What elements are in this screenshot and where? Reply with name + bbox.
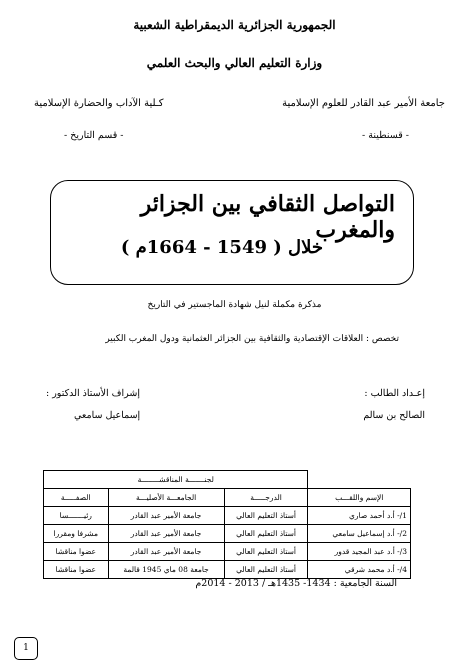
committee-table (43, 470, 411, 579)
ministry-heading: وزارة التعليم العالي والبحث العلمي (146, 56, 323, 70)
table-row (44, 525, 411, 543)
academic-year: السنة الجامعية : 1434- 1435هـ / 2013 - 2014م (195, 578, 397, 589)
committee-header-row (44, 489, 411, 507)
table-row (44, 543, 411, 561)
department-name: - قسم التاريخ - (64, 130, 124, 141)
column-header: الصفـــــة (44, 489, 109, 507)
member-rank: أستاذ التعليم العالي (224, 525, 308, 543)
member-name: 1/- أ.د أحمد صاري (308, 507, 411, 525)
member-name: 3/- أ.د عبد المجيد قدور (308, 543, 411, 561)
member-rank: أستاذ التعليم العالي (224, 543, 308, 561)
preparation-label: إعـداد الطالب : (364, 388, 425, 399)
member-role: عضوا مناقشا (44, 561, 109, 579)
member-university: جامعة الأمير عبد القادر (108, 507, 224, 525)
supervisor-name: إسماعيل سامعي (74, 410, 141, 421)
member-university: جامعة الأمير عبد القادر (108, 525, 224, 543)
memoir-statement: مذكرة مكملة لنيل شهادة الماجستير في التاريخ (147, 300, 322, 310)
student-name: الصالح بن سالم (363, 410, 425, 421)
page-number: 1 (14, 637, 38, 660)
committee-caption: لجنـــــــة المناقشــــــــة (44, 471, 308, 489)
column-header: الجامعـــة الأصليـــة (108, 489, 224, 507)
member-role: رئيـــــــسا (44, 507, 109, 525)
member-university: جامعة 08 ماي 1945 قالمة (108, 561, 224, 579)
member-rank: أستاذ التعليم العالي (224, 507, 308, 525)
thesis-period: خلال ( 1549 - 1664م ) (120, 237, 323, 258)
member-role: عضوا مناقشا (44, 543, 109, 561)
table-row (44, 561, 411, 579)
city-name: - قسنطينة - (362, 130, 409, 141)
specialty-statement: تخصص : العلاقات الإقتصادية والثقافية بين الجزائر العثمانية ودول المغرب الكبير (105, 334, 399, 344)
faculty-name: كـلية الآداب والحضارة الإسلامية (34, 98, 164, 109)
column-header: الدرجـــــة (224, 489, 308, 507)
member-university: جامعة الأمير عبد القادر (108, 543, 224, 561)
university-name: جامعة الأمير عبد القادر للعلوم الإسلامية (282, 98, 445, 109)
supervision-label: إشراف الأستاذ الدكتور : (46, 388, 141, 399)
column-header: الإسم واللقـــب (308, 489, 411, 507)
table-row (44, 507, 411, 525)
member-rank: أستاذ التعليم العالي (224, 561, 308, 579)
member-name: 4/- أ.د محمد شرقي (308, 561, 411, 579)
thesis-title-box (50, 180, 414, 285)
thesis-title: التواصل الثقافي بين الجزائر والمغرب (140, 191, 395, 243)
member-name: 2/- أ.د إسماعيل سامعي (308, 525, 411, 543)
member-role: مشرفا ومقررا (44, 525, 109, 543)
republic-heading: الجمهورية الجزائرية الديمقراطية الشعبية (133, 18, 336, 32)
